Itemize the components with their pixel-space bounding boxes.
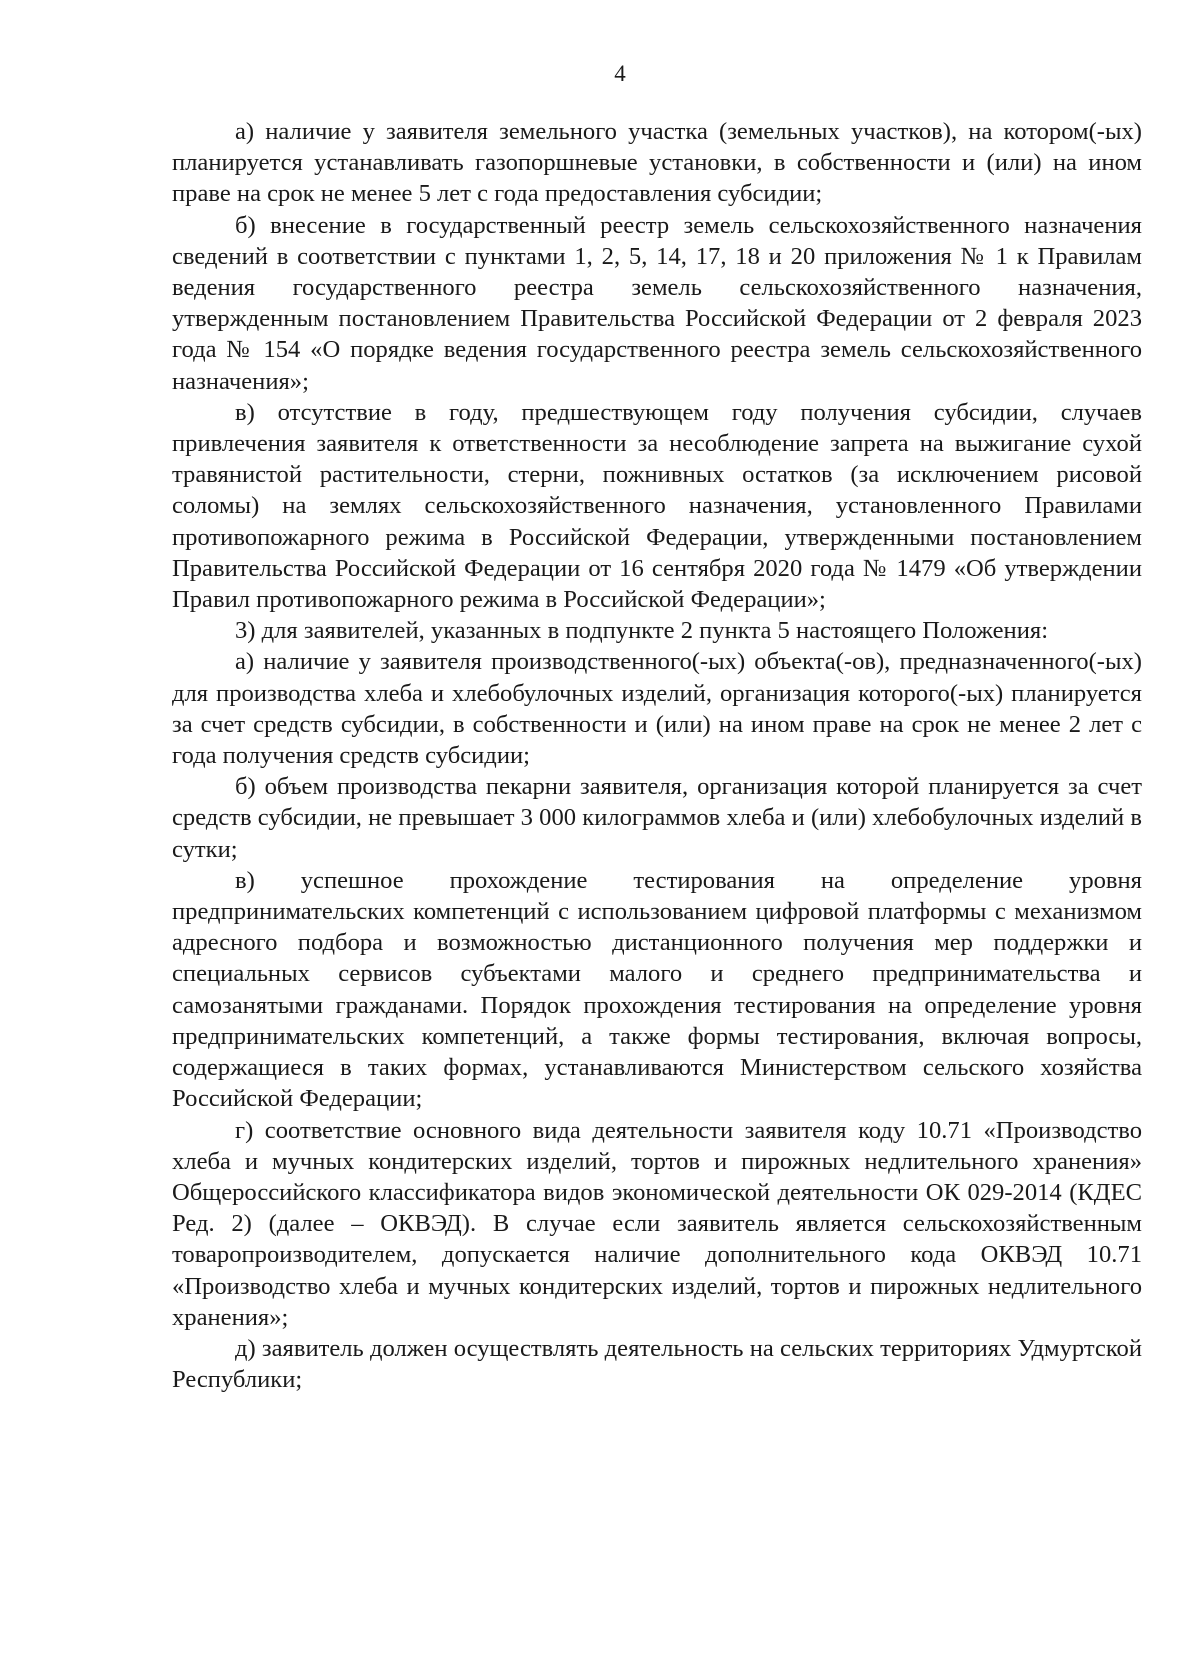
paragraph-3: 3) для заявителей, указанных в подпункте 2 пункта 5 настоящего Положения: <box>235 617 1049 645</box>
paragraph-3d: д) заявитель должен осуществлять деятельность на сельских территориях Удмуртской Республики; <box>172 1334 1142 1394</box>
paragraph-3g: г) соответствие основного вида деятельности заявителя коду 10.71 «Производство хлеба и мучных кондитерских изделий, тортов и пирожных недлительного хранения» Общероссийского классификатора видов экономической деятельности ОК 029-2014 (КДЕС Ред. 2) (далее – ОКВЭД). В случае если заявитель является сельскохозяйственным товаропроизводителем, допускается наличие дополнительного кода ОКВЭД 10.71 «Производство хлеба и мучных кондитерских изделий, тортов и пирожных недлительного хранения»; <box>172 1116 1142 1331</box>
paragraph-2b: б) внесение в государственный реестр земель сельскохозяйственного назначения сведений в соответствии с пунктами 1, 2, 5, 14, 17, 18 и 20 приложения № 1 к Правилам ведения государственного реестра земель сельскохозяйственного назначения, утвержденным постановлением Правительства Российской Федерации от 2 февраля 2023 года № 154 «О порядке ведения государственного реестра земель сельскохозяйственного назначения»; <box>172 211 1142 395</box>
paragraph-3b: б) объем производства пекарни заявителя, организация которой планируется за счет средств субсидии, не превышает 3 000 килограммов хлеба и (или) хлебобулочных изделий в сутки; <box>172 773 1142 863</box>
page-number: 4 <box>614 61 626 86</box>
paragraph-3a: а) наличие у заявителя производственного(-ых) объекта(-ов), предназначенного(-ых) для производства хлеба и хлебобулочных изделий, организация которого(-ых) планируется за счет средств субсидии, в собственности и (или) на ином праве на срок не менее 2 лет с года получения средств субсидии; <box>172 648 1142 770</box>
paragraph-2a: а) наличие у заявителя земельного участка (земельных участков), на котором(-ых) планируется устанавливать газопоршневые установки, в собственности и (или) на ином праве на срок не менее 5 лет с года предоставления субсидии; <box>172 118 1142 208</box>
document-body <box>172 116 1142 1395</box>
paragraph-2v: в) отсутствие в году, предшествующем году получения субсидии, случаев привлечения заявителя к ответственности за несоблюдение запрета на выжигание сухой травянистой растительности, стерни, пожнивных остатков (за исключением рисовой соломы) на землях сельскохозяйственного назначения, установленного Правилами противопожарного режима в Российской Федерации, утвержденными постановлением Правительства Российской Федерации от 16 сентября 2020 года № 1479 «Об утверждении Правил противопожарного режима в Российской Федерации»; <box>172 398 1142 614</box>
paragraph-3v: в) успешное прохождение тестирования на определение уровня предпринимательских компетенций с использованием цифровой платформы с механизмом адресного подбора и возможностью дистанционного получения мер поддержки и специальных сервисов субъектами малого и среднего предпринимательства и самозанятыми гражданами. Порядок прохождения тестирования на определение уровня предпринимательских компетенций, а также формы тестирования, включая вопросы, содержащиеся в таких формах, устанавливаются Министерством сельского хозяйства Российской Федерации; <box>172 866 1142 1113</box>
